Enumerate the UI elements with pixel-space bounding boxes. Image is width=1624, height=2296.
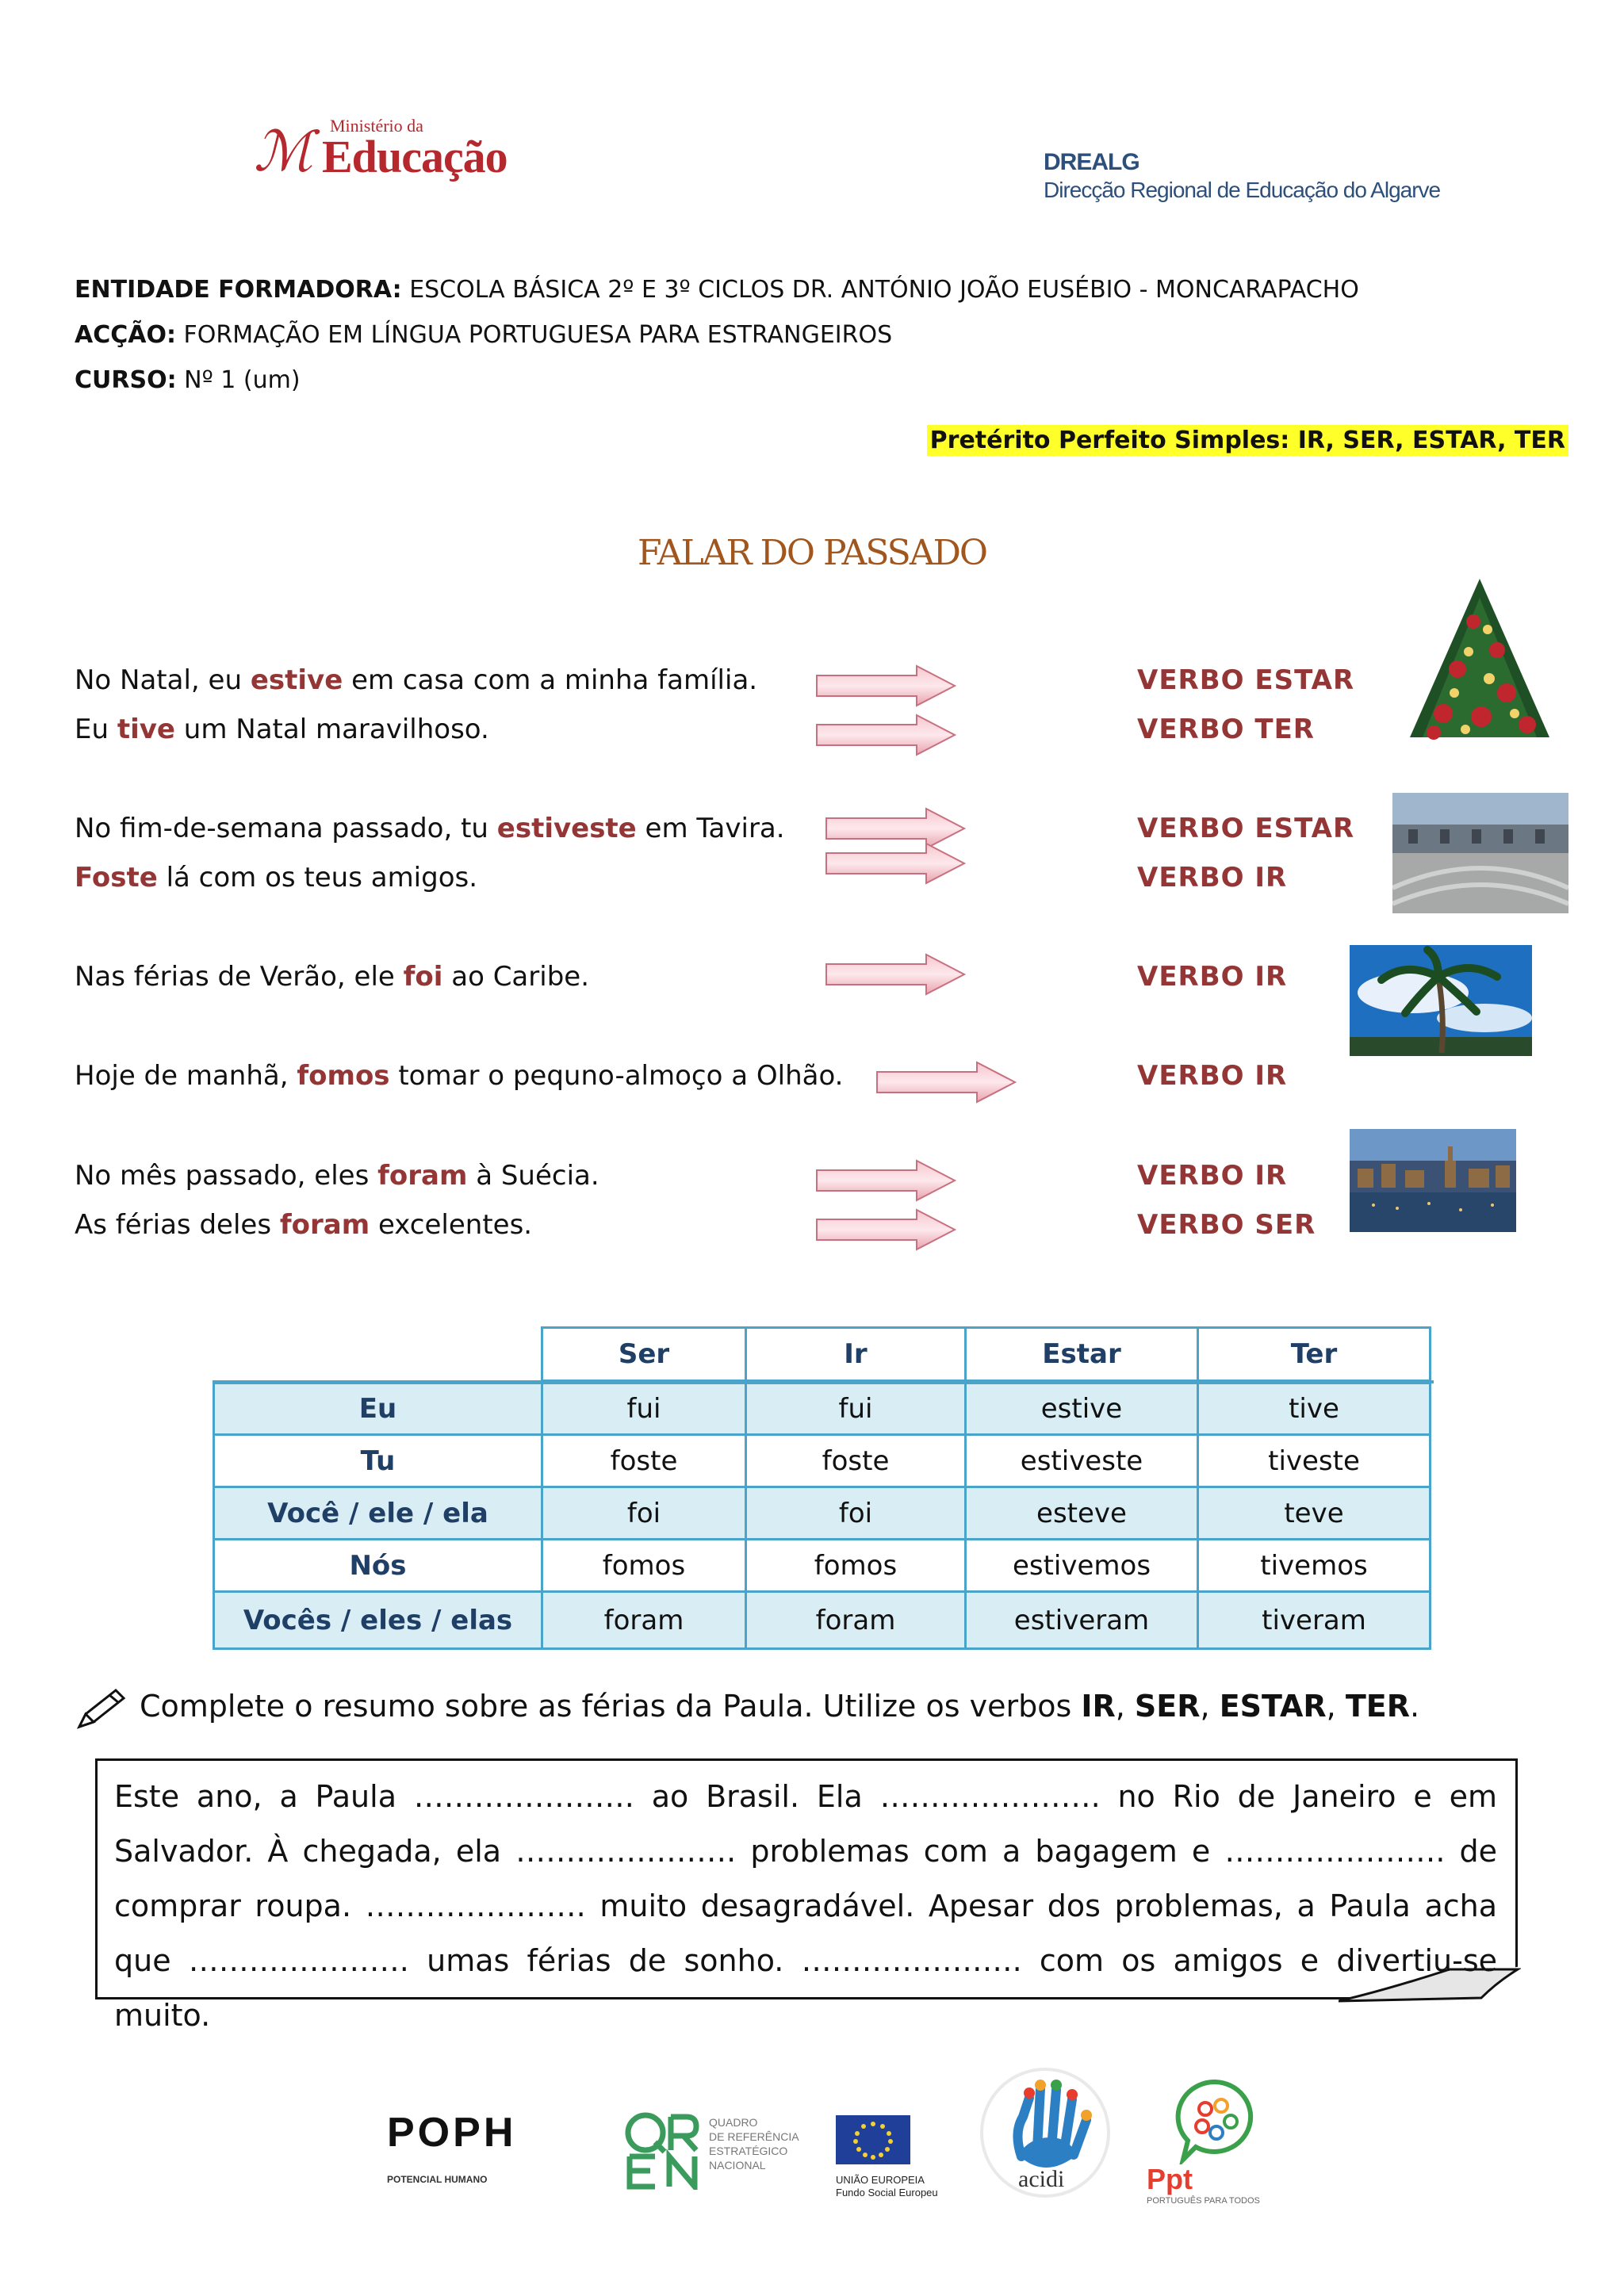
example-sentence: Eu tive um Natal maravilhoso. [75,714,489,745]
arrow-right-icon [815,1158,958,1203]
verb-highlight: Foste [75,862,158,894]
table-cell: esteve [964,1486,1199,1540]
conjugation-table [213,1326,1434,1650]
verb-highlight: foi [403,961,443,993]
meta-entidade [75,276,1359,304]
verb-highlight: estive [250,664,343,696]
meta-value: FORMAÇÃO EM LÍNGUA PORTUGUESA PARA ESTRANGEIROS [183,321,893,349]
verb-ter: TER [1345,1689,1410,1724]
table-cell: fomos [541,1538,747,1593]
ppt-name: Ppt [1147,2163,1193,2195]
arrow-right-icon [825,840,967,886]
ministerio-educacao-logo [254,111,508,190]
table-cell: tiveram [1197,1590,1431,1650]
acidi-logo [974,2061,1116,2204]
table-cell: foi [541,1486,747,1540]
tavira-square-photo [1392,793,1568,913]
verb-ser: SER [1134,1689,1201,1724]
table-row-header: Você / ele / ela [213,1486,543,1540]
eu-flag-icon [836,2115,910,2164]
meta-value: ESCOLA BÁSICA 2º E 3º CICLOS DR. ANTÓNIO JOÃO EUSÉBIO - MONCARAPACHO [409,276,1359,304]
verb-label: VERBO TER [1137,714,1315,745]
table-cell: tive [1197,1382,1431,1436]
example-sentence: No fim-de-semana passado, tu estiveste em Tavira. [75,813,785,844]
table-header: Ter [1197,1326,1431,1382]
example-sentence: Nas férias de Verão, ele foi ao Caribe. [75,961,589,993]
table-cell: tiveste [1197,1433,1431,1488]
verb-highlight: foram [279,1209,370,1241]
table-row-header: Eu [213,1382,543,1436]
table-cell: foram [745,1590,967,1650]
ppt-speech-bubble-icon [1172,2077,1259,2164]
ppt-logo [1140,2077,1275,2212]
arrow-right-icon [815,663,958,709]
eu-text: UNIÃO EUROPEIA Fundo Social Europeu [836,2174,938,2198]
ministry-small-text: Ministério da [330,116,423,136]
drealg-logo [1044,149,1440,203]
table-header: Estar [964,1326,1199,1382]
table-cell: fui [745,1382,967,1436]
verb-highlight: fomos [297,1060,390,1092]
qren-mark-icon [623,2110,703,2190]
verb-label: VERBO ESTAR [1137,813,1355,844]
table-cell: foi [745,1486,967,1540]
table-row-header: Tu [213,1433,543,1488]
qren-text: QUADRO DE REFERÊNCIA ESTRATÉGICO NACIONAL [709,2116,799,2172]
verb-highlight: foram [377,1160,468,1192]
acidi-name: acidi [1018,2166,1065,2192]
table-row-header: Vocês / eles / elas [213,1590,543,1650]
me-mark-icon: ℳ [254,119,313,184]
verb-ir: IR [1081,1689,1116,1724]
table-row-header: Nós [213,1538,543,1593]
meta-label: ENTIDADE FORMADORA: [75,276,402,304]
topic-tag: Pretérito Perfeito Simples: IR, SER, ESTAR, TER [927,425,1568,456]
table-cell: fomos [745,1538,967,1593]
table-cell: estive [964,1382,1199,1436]
verb-highlight: tive [117,714,175,745]
meta-curso [75,366,301,394]
arrow-right-icon [815,712,958,758]
pencil-icon [75,1686,130,1733]
drealg-name: DREALG [1044,149,1139,175]
table-cell: teve [1197,1486,1431,1540]
stockholm-city-photo [1350,1129,1516,1232]
drealg-subtitle: Direcção Regional de Educação do Algarve [1044,178,1441,202]
table-cell: foste [745,1433,967,1488]
example-sentence: No Natal, eu estive em casa com a minha família. [75,664,758,696]
page-title: FALAR DO PASSADO [638,533,986,573]
table-cell: foste [541,1433,747,1488]
meta-label: CURSO: [75,366,177,394]
poph-wordmark: POPH [387,2110,517,2156]
verb-label: VERBO IR [1137,862,1288,894]
meta-value: Nº 1 (um) [184,366,301,394]
table-header: Ir [745,1326,967,1382]
poph-tagline: POTENCIAL HUMANO [387,2174,488,2185]
table-header: Ser [541,1326,747,1382]
example-sentence: Hoje de manhã, fomos tomar o pequno-almoço a Olhão. [75,1060,844,1092]
example-sentence: No mês passado, eles foram à Suécia. [75,1160,599,1192]
exercise-paragraph: Este ano, a Paula …………………. ao Brasil. Ela …………………. no Rio de Janeiro e em Salvador. À chegada, ela …………………. problemas com a bagagem e …………………. de comprar roupa. …………………. muito desagradável. Apesar dos problemas, a Paula acha que …………………. umas férias de sonho. …………………. com os amigos e divertiu-se muito. [114,1779,1497,2033]
verb-label: VERBO IR [1137,1060,1288,1092]
poph-logo [387,2109,601,2204]
verb-estar: ESTAR [1219,1689,1327,1724]
table-cell: tivemos [1197,1538,1431,1593]
example-sentence: Foste lá com os teus amigos. [75,862,478,894]
example-sentence: As férias deles foram excelentes. [75,1209,533,1241]
arrow-right-icon [815,1207,958,1253]
verb-label: VERBO SER [1137,1209,1316,1241]
footer-logos [387,2061,1275,2212]
table-cell: estiveram [964,1590,1199,1650]
verb-label: VERBO IR [1137,961,1288,993]
meta-accao [75,321,892,349]
table-cell: fui [541,1382,747,1436]
christmas-tree-photo [1402,574,1557,742]
verb-label: VERBO IR [1137,1160,1288,1192]
exercise-instruction: Complete o resumo sobre as férias da Paula. Utilize os verbos IR, SER, ESTAR, TER. [140,1689,1420,1724]
table-cell: foram [541,1590,747,1650]
caribbean-palm-photo [1350,945,1532,1056]
meta-label: ACÇÃO: [75,321,176,349]
eu-logo [836,2115,955,2202]
verb-label: VERBO ESTAR [1137,664,1355,696]
qren-logo [623,2110,814,2198]
arrow-right-icon [875,1059,1018,1105]
ministry-main-text: Educação [322,131,508,182]
table-cell: estiveste [964,1433,1199,1488]
ppt-tagline: PORTUGUÊS PARA TODOS [1147,2196,1260,2206]
table-cell: estivemos [964,1538,1199,1593]
verb-highlight: estiveste [496,813,637,844]
arrow-right-icon [825,951,967,997]
